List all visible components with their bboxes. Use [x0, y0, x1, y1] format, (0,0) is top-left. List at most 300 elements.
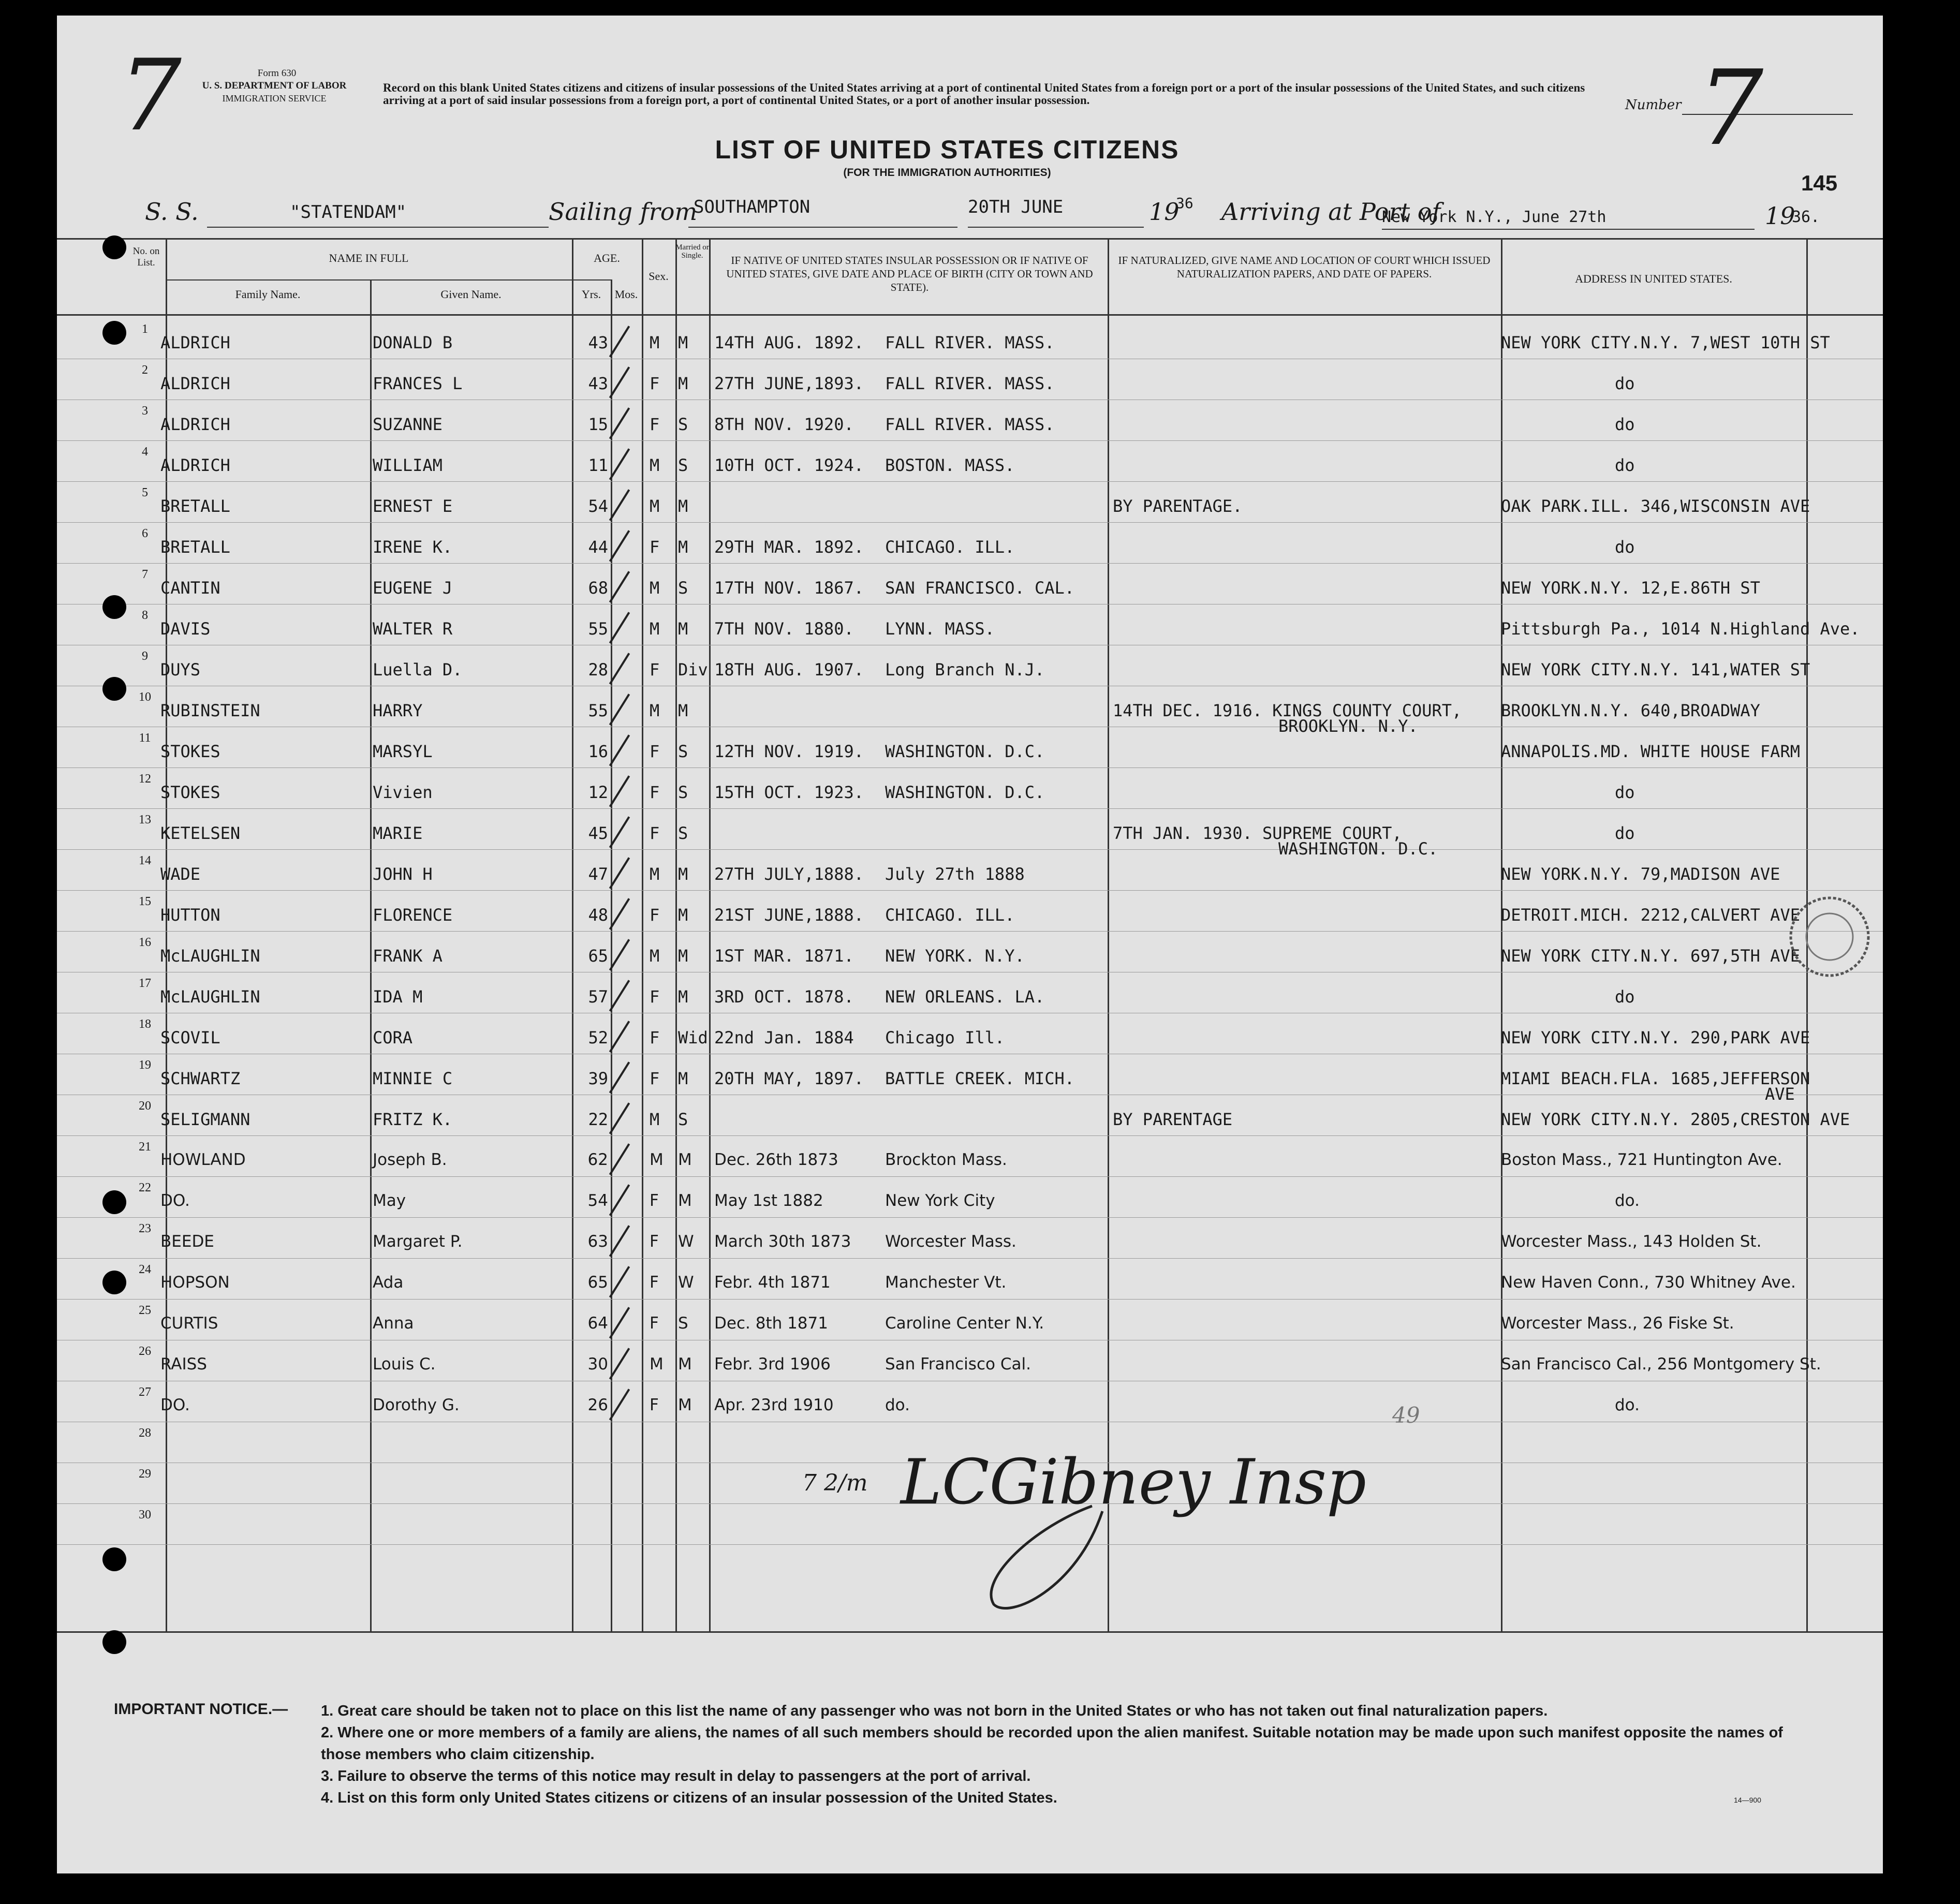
birth-date: 18TH AUG. 1907. — [714, 660, 864, 680]
family-name: STOKES — [160, 783, 220, 802]
age-years: 30 — [587, 1355, 608, 1374]
row-number: 10 — [139, 690, 151, 704]
birth-date: March 30th 1873 — [714, 1232, 851, 1251]
table-row — [57, 1340, 1883, 1381]
address: Worcester Mass., 143 Holden St. — [1501, 1232, 1762, 1251]
address: do. — [1615, 1191, 1640, 1210]
from-port: SOUTHAMPTON — [694, 197, 810, 217]
given-name: HARRY — [373, 701, 423, 720]
table-row — [57, 686, 1883, 736]
family-name: HUTTON — [160, 905, 220, 925]
given-name: MARSYL — [373, 742, 433, 761]
table-row — [57, 1054, 1883, 1104]
birth-date: 12TH NOV. 1919. — [714, 742, 864, 761]
row-number: 21 — [139, 1140, 151, 1154]
table-row — [57, 850, 1883, 891]
sail-year-prefix: 19 — [1149, 198, 1180, 226]
notice-label: IMPORTANT NOTICE.— — [114, 1701, 288, 1718]
header-age: AGE. — [594, 252, 620, 264]
address: San Francisco Cal., 256 Montgomery St. — [1501, 1355, 1821, 1374]
row-number: 19 — [139, 1058, 151, 1072]
marital-status: S — [678, 742, 688, 761]
birth-date: 15TH OCT. 1923. — [714, 783, 864, 802]
check-mark — [609, 939, 630, 970]
marital-status: Wid — [678, 1028, 708, 1047]
given-name: WILLIAM — [373, 455, 443, 475]
ship-name: "STATENDAM" — [290, 202, 407, 223]
check-mark — [609, 857, 630, 889]
given-name: Vivien — [373, 783, 433, 802]
birth-place: FALL RIVER. MASS. — [885, 374, 1055, 393]
row-number: 12 — [139, 772, 151, 786]
row-number: 13 — [139, 813, 151, 826]
given-name: FLORENCE — [373, 905, 453, 925]
check-mark — [609, 1389, 630, 1420]
family-name: DUYS — [160, 660, 201, 680]
pencil-note: 49 — [1392, 1403, 1420, 1428]
address: NEW YORK CITY.N.Y. 2805,CRESTON AVE — [1501, 1110, 1850, 1129]
given-name: IDA M — [373, 987, 423, 1007]
header-no-on-list: No. on List. — [132, 246, 160, 268]
age-years: 63 — [587, 1232, 608, 1251]
naturalization-place: BROOKLYN. N.Y. — [1278, 716, 1418, 736]
birth-place: NEW ORLEANS. LA. — [885, 987, 1045, 1007]
table-row — [57, 1177, 1883, 1218]
birth-place: July 27th 1888 — [885, 864, 1025, 884]
address: NEW YORK CITY.N.Y. 141,WATER ST — [1501, 660, 1810, 680]
given-name: Louis C. — [373, 1355, 436, 1374]
sex: F — [650, 987, 660, 1007]
naturalization: BY PARENTAGE. — [1113, 496, 1243, 516]
table-row — [57, 768, 1883, 809]
row-number: 5 — [142, 486, 148, 499]
punch-hole — [102, 1547, 126, 1571]
notice-item-4: 4. List on this form only United States citizens or citizens of an insular possession of the United States. — [321, 1790, 1057, 1806]
table-row — [57, 1013, 1883, 1054]
birth-date: 22nd Jan. 1884 — [714, 1028, 854, 1047]
family-name: BRETALL — [160, 537, 230, 557]
row-number: 6 — [142, 527, 148, 540]
birth-date: 29TH MAR. 1892. — [714, 537, 864, 557]
sailing-from-label: Sailing from — [549, 198, 698, 226]
check-mark — [609, 1184, 630, 1216]
footer-code: 14—900 — [1734, 1796, 1761, 1804]
marital-status: S — [678, 1314, 688, 1333]
given-name: MINNIE C — [373, 1069, 453, 1088]
check-mark — [609, 571, 630, 602]
row-number: 20 — [139, 1099, 151, 1113]
birth-date: 20TH MAY, 1897. — [714, 1069, 864, 1088]
age-years: 39 — [588, 1069, 608, 1088]
check-mark — [609, 326, 630, 357]
table-row — [57, 1300, 1883, 1340]
row-number: 4 — [142, 445, 148, 459]
family-name: SCOVIL — [160, 1028, 220, 1047]
marital-status: W — [678, 1273, 694, 1292]
family-name: CANTIN — [160, 578, 220, 598]
row-number: 22 — [139, 1181, 151, 1194]
family-name: HOPSON — [160, 1273, 230, 1292]
birth-date: 7TH NOV. 1880. — [714, 619, 854, 639]
family-name: BEEDE — [160, 1232, 214, 1251]
marital-status: M — [678, 987, 688, 1007]
birth-date: 3RD OCT. 1878. — [714, 987, 854, 1007]
age-years: 48 — [588, 905, 608, 925]
row-number: 1 — [142, 322, 148, 336]
birth-date: Apr. 23rd 1910 — [714, 1396, 834, 1414]
header-years: Yrs. — [581, 288, 601, 301]
sex: F — [650, 1069, 660, 1088]
row-number: 11 — [139, 731, 151, 745]
age-years: 28 — [588, 660, 608, 680]
birth-place: LYNN. MASS. — [885, 619, 995, 639]
age-years: 26 — [587, 1396, 608, 1414]
sex: F — [650, 1396, 659, 1414]
sex: M — [650, 578, 660, 598]
given-name: CORA — [373, 1028, 413, 1047]
given-name: Dorothy G. — [373, 1396, 460, 1414]
birth-date: 8TH NOV. 1920. — [714, 415, 854, 434]
marital-status: M — [678, 905, 688, 925]
table-row — [57, 645, 1883, 686]
age-years: 55 — [588, 701, 608, 720]
age-years: 47 — [588, 864, 608, 884]
header-sex: Sex. — [649, 270, 669, 283]
number-value: 7 — [1698, 48, 1764, 169]
punch-hole — [102, 1271, 126, 1294]
table-row — [57, 932, 1883, 972]
punch-hole — [102, 1630, 126, 1654]
age-years: 11 — [588, 455, 608, 475]
sex: M — [650, 619, 660, 639]
marital-status: M — [678, 1191, 692, 1210]
address: NEW YORK.N.Y. 12,E.86TH ST — [1501, 578, 1760, 598]
address: MIAMI BEACH.FLA. 1685,JEFFERSON — [1501, 1069, 1810, 1088]
address: NEW YORK CITY.N.Y. 7,WEST 10TH ST — [1501, 333, 1830, 352]
birth-place: CHICAGO. ILL. — [885, 537, 1015, 557]
check-mark — [609, 448, 630, 480]
birth-place: Chicago Ill. — [885, 1028, 1005, 1047]
address: BROOKLYN.N.Y. 640,BROADWAY — [1501, 701, 1760, 720]
address: ANNAPOLIS.MD. WHITE HOUSE FARM — [1501, 742, 1800, 761]
given-name: Margaret P. — [373, 1232, 463, 1251]
family-name: SCHWARTZ — [160, 1069, 241, 1088]
birth-place: New York City — [885, 1191, 995, 1210]
header-married-single: Married or Single. — [675, 243, 709, 260]
sex: M — [650, 864, 660, 884]
naturalization: 7TH JAN. 1930. SUPREME COURT, — [1113, 823, 1402, 843]
address: OAK PARK.ILL. 346,WISCONSIN AVE — [1501, 496, 1810, 516]
header-months: Mos. — [614, 288, 638, 301]
sex: F — [650, 783, 660, 802]
sex: F — [650, 905, 660, 925]
sex: M — [650, 455, 660, 475]
marital-status: M — [678, 864, 688, 884]
signature-flourish — [973, 1496, 1139, 1620]
row-number: 17 — [139, 977, 151, 990]
row-number: 24 — [139, 1263, 151, 1276]
age-years: 55 — [588, 619, 608, 639]
marital-status: S — [678, 1110, 688, 1129]
sail-date: 20TH JUNE — [968, 197, 1064, 217]
corner-handwritten-number: 7 — [119, 38, 182, 153]
address: do — [1615, 823, 1635, 843]
header-family-name: Family Name. — [235, 288, 301, 301]
birth-place: FALL RIVER. MASS. — [885, 415, 1055, 434]
row-number: 2 — [142, 363, 148, 377]
given-name: Ada — [373, 1273, 404, 1292]
table-row — [57, 891, 1883, 932]
sex: F — [650, 1232, 659, 1251]
address: Worcester Mass., 26 Fiske St. — [1501, 1314, 1734, 1333]
sex: M — [650, 701, 660, 720]
sex: F — [650, 374, 660, 393]
table-row — [57, 564, 1883, 604]
sex: F — [650, 415, 660, 434]
given-name: Luella D. — [373, 660, 463, 680]
family-name: McLAUGHLIN — [160, 946, 260, 966]
given-name: WALTER R — [373, 619, 453, 639]
age-years: 22 — [588, 1110, 608, 1129]
family-name: KETELSEN — [160, 823, 241, 843]
address: do. — [1615, 1396, 1640, 1414]
address: do — [1615, 415, 1635, 434]
family-name: SELIGMANN — [160, 1110, 250, 1129]
check-mark — [609, 1143, 630, 1175]
family-name: HOWLAND — [160, 1150, 246, 1169]
birth-place: WASHINGTON. D.C. — [885, 742, 1045, 761]
age-years: 65 — [587, 1273, 608, 1292]
age-years: 54 — [588, 496, 608, 516]
birth-date: Dec. 26th 1873 — [714, 1150, 838, 1169]
table-row — [57, 809, 1883, 859]
punch-hole — [102, 595, 126, 619]
notice-item-3: 3. Failure to observe the terms of this notice may result in delay to passengers at the port of arrival. — [321, 1768, 1031, 1784]
family-name: RAISS — [160, 1355, 207, 1374]
check-mark — [609, 734, 630, 766]
row-number: 16 — [139, 936, 151, 949]
family-name: ALDRICH — [160, 374, 230, 393]
table-row — [57, 972, 1883, 1013]
family-name: DO. — [160, 1396, 190, 1414]
punch-hole — [102, 677, 126, 701]
family-name: DAVIS — [160, 619, 211, 639]
birth-place: FALL RIVER. MASS. — [885, 333, 1055, 352]
header-naturalized: IF NATURALIZED, GIVE NAME AND LOCATION OF COURT WHICH ISSUED NATURALIZATION PAPERS, AND DATE OF PAPERS. — [1118, 254, 1491, 280]
given-name: EUGENE J — [373, 578, 453, 598]
age-years: 64 — [587, 1314, 608, 1333]
age-years: 57 — [588, 987, 608, 1007]
marital-status: W — [678, 1232, 694, 1251]
family-name: CURTIS — [160, 1314, 218, 1333]
check-mark — [609, 1266, 630, 1297]
table-row — [57, 1259, 1883, 1300]
given-name: JOHN H — [373, 864, 433, 884]
row-number: 9 — [142, 650, 148, 663]
given-name: MARIE — [373, 823, 423, 843]
check-mark — [609, 775, 630, 807]
row-number: 7 — [142, 568, 148, 581]
family-name: DO. — [160, 1191, 190, 1210]
address: do — [1615, 374, 1635, 393]
check-mark — [609, 1348, 630, 1379]
family-name: ALDRICH — [160, 415, 230, 434]
marital-status: S — [678, 823, 688, 843]
birth-place: Brockton Mass. — [885, 1150, 1007, 1169]
address: do — [1615, 987, 1635, 1007]
sex: M — [650, 1150, 664, 1169]
form-number: Form 630 — [257, 68, 297, 79]
address: NEW YORK CITY.N.Y. 290,PARK AVE — [1501, 1028, 1810, 1047]
table-row — [57, 1136, 1883, 1177]
sex: F — [650, 537, 660, 557]
check-mark — [609, 489, 630, 521]
table-row — [57, 400, 1883, 441]
check-mark — [609, 1307, 630, 1338]
table-row — [57, 1095, 1883, 1136]
check-mark — [609, 816, 630, 848]
arrival-year-prefix: 19 — [1765, 202, 1795, 230]
marital-status: Div — [678, 660, 708, 680]
notice-item-1: 1. Great care should be taken not to place on this list the name of any passenger who was not born in the United States or who has not taken out final naturalization papers. — [321, 1703, 1548, 1719]
naturalization: BY PARENTAGE — [1113, 1110, 1233, 1129]
sex: M — [650, 1110, 660, 1129]
row-number: 27 — [139, 1385, 151, 1399]
department-label: U. S. DEPARTMENT OF LABOR — [202, 80, 347, 91]
given-name: May — [373, 1191, 406, 1210]
birth-place: NEW YORK. N.Y. — [885, 946, 1025, 966]
marital-status: M — [678, 374, 688, 393]
age-years: 43 — [588, 374, 608, 393]
address: DETROIT.MICH. 2212,CALVERT AVE — [1501, 905, 1800, 925]
table-row — [57, 318, 1883, 359]
address: New Haven Conn., 730 Whitney Ave. — [1501, 1273, 1796, 1292]
check-mark — [609, 1225, 630, 1257]
age-years: 62 — [587, 1150, 608, 1169]
header-name-in-full: NAME IN FULL — [329, 252, 409, 264]
sex: M — [650, 1355, 664, 1374]
manifest-page — [57, 16, 1883, 1873]
table-row — [57, 523, 1883, 564]
arrival-port-date: New York N.Y., June 27th — [1382, 208, 1607, 226]
form-subtitle: (FOR THE IMMIGRATION AUTHORITIES) — [843, 167, 1051, 179]
table-row — [57, 441, 1883, 482]
given-name: SUZANNE — [373, 415, 443, 434]
birth-place: WASHINGTON. D.C. — [885, 783, 1045, 802]
birth-date: 17TH NOV. 1867. — [714, 578, 864, 598]
check-mark — [609, 898, 630, 929]
age-years: 43 — [588, 333, 608, 352]
service-label: IMMIGRATION SERVICE — [222, 93, 327, 104]
age-years: 45 — [588, 823, 608, 843]
marital-status: S — [678, 783, 688, 802]
check-mark — [609, 530, 630, 562]
marital-status: M — [678, 496, 688, 516]
birth-place: BATTLE CREEK. MICH. — [885, 1069, 1075, 1088]
family-name: STOKES — [160, 742, 220, 761]
sex: F — [650, 1028, 660, 1047]
row-number: 8 — [142, 609, 148, 622]
birth-place: Manchester Vt. — [885, 1273, 1007, 1292]
age-years: 12 — [588, 783, 608, 802]
notice-item-2: 2. Where one or more members of a family are aliens, the names of all such members should be recorded upon the alien manifest. Suitable notation may be made upon such manifest opposite the names of those members who claim citizenship. — [321, 1724, 1783, 1763]
ss-label: S. S. — [145, 198, 199, 226]
birth-date: Febr. 3rd 1906 — [714, 1355, 831, 1374]
sex: M — [650, 946, 660, 966]
birth-place: BOSTON. MASS. — [885, 455, 1015, 475]
marital-status: M — [678, 1355, 692, 1374]
family-name: BRETALL — [160, 496, 230, 516]
marital-status: S — [678, 415, 688, 434]
naturalization-place: WASHINGTON. D.C. — [1278, 839, 1438, 859]
sail-year-suffix: 36 — [1176, 195, 1193, 212]
family-name: ALDRICH — [160, 455, 230, 475]
table-row — [57, 359, 1883, 400]
row-number: 28 — [139, 1426, 151, 1440]
header-given-name: Given Name. — [440, 288, 502, 301]
number-label: Number — [1625, 97, 1682, 113]
form-title: LIST OF UNITED STATES CITIZENS — [715, 135, 1180, 164]
sex: F — [650, 1191, 659, 1210]
sex: F — [650, 1273, 659, 1292]
address: do — [1615, 537, 1635, 557]
marital-status: M — [678, 701, 688, 720]
address: Boston Mass., 721 Huntington Ave. — [1501, 1150, 1782, 1169]
marital-status: M — [678, 946, 688, 966]
sex: F — [650, 1314, 659, 1333]
table-row — [57, 604, 1883, 645]
punch-hole — [102, 321, 126, 345]
sex: M — [650, 496, 660, 516]
birth-place: Long Branch N.J. — [885, 660, 1045, 680]
given-name: DONALD B — [373, 333, 453, 352]
record-instructions: Record on this blank United States citizens and citizens of insular possessions of the United States arriving at a port of continental United States from a foreign port or a port of the insular possessions of the United States, and such citizens arriving at a port of said insular possessions from a foreign port, a port of continental United States, or a port of another insular possession. — [383, 81, 1585, 107]
given-name: Anna — [373, 1314, 414, 1333]
row-number: 18 — [139, 1017, 151, 1031]
check-mark — [609, 1102, 630, 1134]
birth-date: 21ST JUNE,1888. — [714, 905, 864, 925]
page-number: 145 — [1801, 171, 1838, 195]
birth-date: 10TH OCT. 1924. — [714, 455, 864, 475]
address: do — [1615, 783, 1635, 802]
address: NEW YORK.N.Y. 79,MADISON AVE — [1501, 864, 1780, 884]
given-name: ERNEST E — [373, 496, 453, 516]
birth-place: San Francisco Cal. — [885, 1355, 1031, 1374]
arriving-label: Arriving at Port of — [1221, 198, 1441, 226]
given-name: FRANCES L — [373, 374, 463, 393]
family-name: ALDRICH — [160, 333, 230, 352]
address: Pittsburgh Pa., 1014 N.Highland Ave. — [1501, 619, 1860, 639]
row-number: 3 — [142, 404, 148, 418]
family-name: McLAUGHLIN — [160, 987, 260, 1007]
given-name: FRITZ K. — [373, 1110, 453, 1129]
naturalization: 14TH DEC. 1916. KINGS COUNTY COURT, — [1113, 701, 1462, 720]
arrival-year-suffix: 36. — [1792, 208, 1820, 226]
table-row — [57, 727, 1883, 768]
sex: F — [650, 742, 660, 761]
punch-hole — [102, 1190, 126, 1214]
birth-date: 27TH JUNE,1893. — [714, 374, 864, 393]
birth-date: Dec. 8th 1871 — [714, 1314, 828, 1333]
family-name: RUBINSTEIN — [160, 701, 260, 720]
table-row — [57, 1218, 1883, 1259]
age-years: 16 — [588, 742, 608, 761]
birth-date: May 1st 1882 — [714, 1191, 823, 1210]
row-number: 15 — [139, 895, 151, 908]
birth-date: 27TH JULY,1888. — [714, 864, 864, 884]
marital-status: M — [678, 537, 688, 557]
age-years: 68 — [588, 578, 608, 598]
